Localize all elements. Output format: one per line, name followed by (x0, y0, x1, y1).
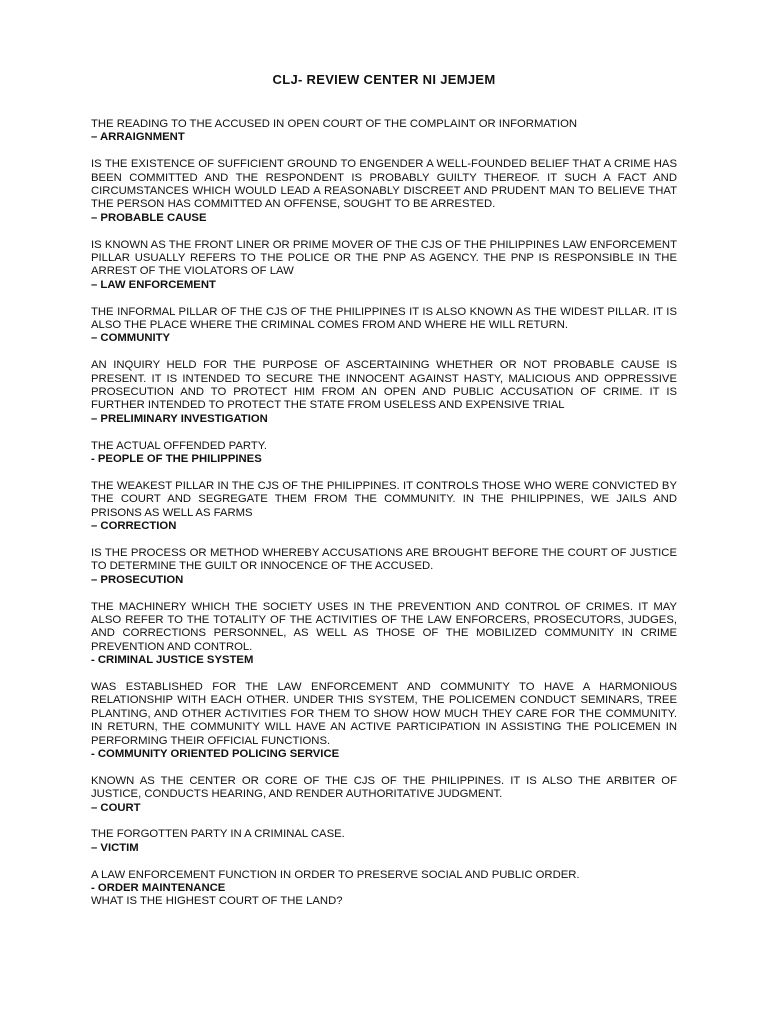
qa-entry-community (91, 306, 677, 346)
document-title: CLJ- REVIEW CENTER NI JEMJEM (272, 72, 496, 87)
entry-question: A LAW ENFORCEMENT FUNCTION IN ORDER TO PRESERVE SOCIAL AND PUBLIC ORDER. (91, 868, 580, 881)
entry-answer: – PROSECUTION (91, 573, 184, 586)
entry-question: THE MACHINERY WHICH THE SOCIETY USES IN THE PREVENTION AND CONTROL OF CRIMES. IT MAY ALSO REFER TO THE TOTALITY OF THE ACTIVITIES OF THE LAW ENFORCERS, PROSECUTORS, JUDGES, AND CORRECTIONS PERSONNEL, AS WELL AS THOSE OF THE MOBILIZED COMMUNITY IN CRIME PREVENTION AND CONTROL. (91, 600, 677, 653)
entry-question: THE INFORMAL PILLAR OF THE CJS OF THE PHILIPPINES IT IS ALSO KNOWN AS THE WIDEST PILLAR. IT IS ALSO THE PLACE WHERE THE CRIMINAL COMES FROM AND WHERE HE WILL RETURN. (91, 305, 677, 332)
trailing-question: WHAT IS THE HIGHEST COURT OF THE LAND? (91, 895, 343, 908)
entry-answer: - COMMUNITY ORIENTED POLICING SERVICE (91, 747, 340, 760)
qa-entry-people-of-the-philippines (91, 440, 677, 467)
entry-question: THE ACTUAL OFFENDED PARTY. (91, 439, 267, 452)
entry-question: WAS ESTABLISHED FOR THE LAW ENFORCEMENT AND COMMUNITY TO HAVE A HARMONIOUS RELATIONSHIP WITH EACH OTHER. UNDER THIS SYSTEM, THE POLICEMEN CONDUCT SEMINARS, TREE PLANTING, AND OTHER ACTIVITIES FOR THEM TO SHOW HOW MUCH THEY CARE FOR THE COMMUNITY. IN RETURN, THE COMMUNITY WILL HAVE AN ACTIVE PARTICIPATION IN ASSISTING THE POLICEMEN IN PERFORMING THEIR OFFICIAL FUNCTIONS. (91, 680, 677, 747)
qa-entry-prosecution (91, 547, 677, 587)
entry-question: IS THE PROCESS OR METHOD WHEREBY ACCUSATIONS ARE BROUGHT BEFORE THE COURT OF JUSTICE TO DETERMINE THE GUILT OR INNOCENCE OF THE ACCUSED. (91, 546, 677, 573)
entry-answer: – VICTIM (91, 841, 139, 854)
entry-answer: – COMMUNITY (91, 332, 171, 345)
entry-question: THE WEAKEST PILLAR IN THE CJS OF THE PHILIPPINES. IT CONTROLS THOSE WHO WERE CONVICTED BY THE COURT AND SEGREGATE THEM FROM THE COMMUNITY. IN THE PHILIPPINES, WE JAILS AND PRISONS AS WELL AS FARMS (91, 479, 677, 519)
entry-question: THE READING TO THE ACCUSED IN OPEN COURT OF THE COMPLAINT OR INFORMATION (91, 118, 578, 130)
entry-answer: - CRIMINAL JUSTICE SYSTEM (91, 654, 254, 667)
entry-question: IS THE EXISTENCE OF SUFFICIENT GROUND TO ENGENDER A WELL-FOUNDED BELIEF THAT A CRIME HAS BEEN COMMITTED AND THE RESPONDENT IS PROBABLY GUILTY THEREOF. IT SUCH A FACT AND CIRCUMSTANCES WHICH WOULD LEAD A REASONABLY DISCREET AND PRUDENT MAN TO BELIEVE THAT THE PERSON HAS COMMITTED AN OFFENSE, SOUGHT TO BE ARRESTED. (91, 158, 677, 211)
entry-question: KNOWN AS THE CENTER OR CORE OF THE CJS OF THE PHILIPPINES. IT IS ALSO THE ARBITER OF JUSTICE, CONDUCTS HEARING, AND RENDER AUTHORITATIVE JUDGMENT. (91, 774, 677, 801)
entry-answer: – PRELIMINARY INVESTIGATION (91, 412, 268, 425)
entry-answer: – CORRECTION (91, 520, 177, 533)
entry-question: THE FORGOTTEN PARTY IN A CRIMINAL CASE. (91, 828, 345, 841)
entry-answer: - PEOPLE OF THE PHILIPPINES (91, 453, 262, 466)
qa-entry-court (91, 775, 677, 815)
qa-entry-correction (91, 480, 677, 534)
entry-question: IS KNOWN AS THE FRONT LINER OR PRIME MOVER OF THE CJS OF THE PHILIPPINES LAW ENFORCEMENT PILLAR USUALLY REFERS TO THE POLICE OR THE PNP AS AGENCY. THE PNP IS RESPONSIBLE IN THE ARREST OF THE VIOLATORS OF LAW (91, 238, 677, 278)
entry-answer: – ARRAIGNMENT (91, 131, 185, 144)
entry-answer: - ORDER MAINTENANCE (91, 881, 226, 894)
qa-entry-arraignment (91, 118, 677, 145)
qa-entry-order-maintenance (91, 869, 677, 909)
qa-entry-victim (91, 828, 677, 855)
entry-answer: – PROBABLE CAUSE (91, 211, 207, 224)
qa-entry-law-enforcement (91, 239, 677, 293)
qa-entry-criminal-justice-system (91, 601, 677, 668)
qa-entry-probable-cause (91, 158, 677, 225)
qa-entry-community-oriented-policing (91, 681, 677, 761)
entry-question: AN INQUIRY HELD FOR THE PURPOSE OF ASCERTAINING WHETHER OR NOT PROBABLE CAUSE IS PRESENT. IT IS INTENDED TO SECURE THE INNOCENT AGAINST HASTY, MALICIOUS AND OPPRESSIVE PROSECUTION AND TO PROTECT HIM FROM AN OPEN AND PUBLIC ACCUSATION OF CRIME. IT IS FURTHER INTENDED TO PROTECT THE STATE FROM USELESS AND EXPENSIVE TRIAL (91, 359, 677, 412)
entry-answer: – COURT (91, 801, 141, 814)
qa-list (91, 118, 677, 922)
entry-answer: – LAW ENFORCEMENT (91, 278, 216, 291)
qa-entry-preliminary-investigation (91, 359, 677, 426)
